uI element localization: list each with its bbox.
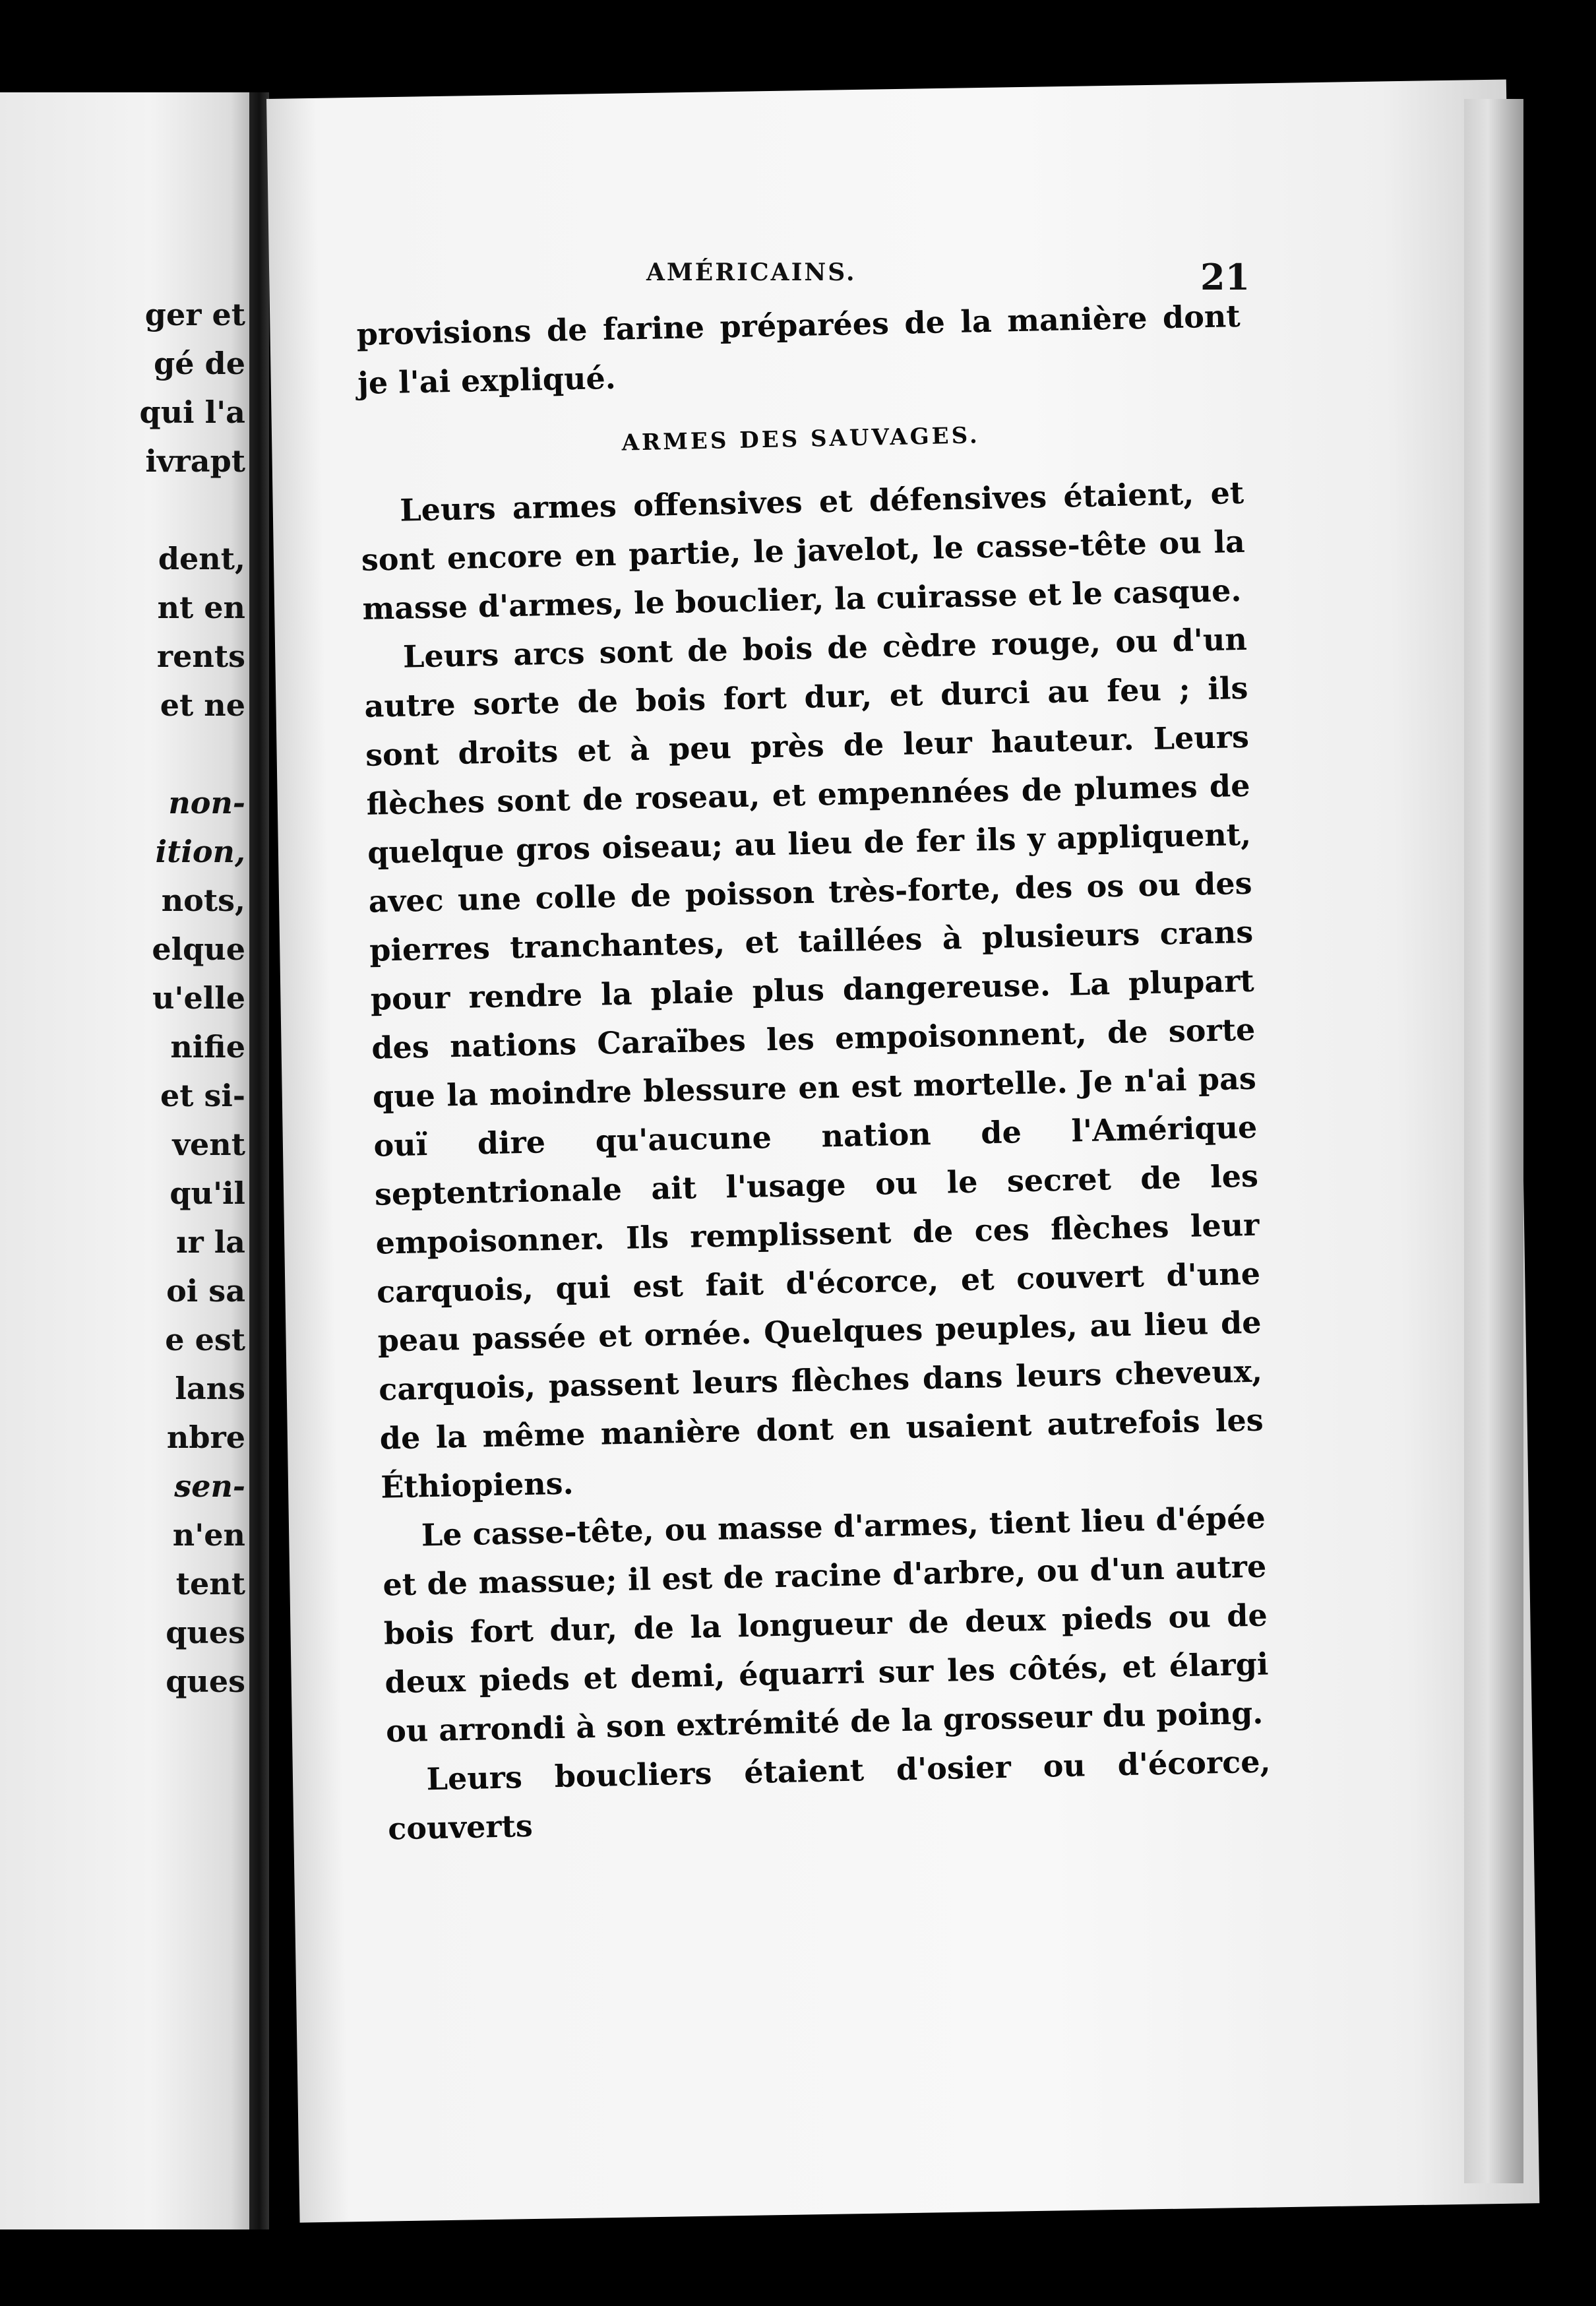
page-number: 21	[1200, 256, 1250, 298]
section-heading: ARMES DES SAUVAGES.	[621, 422, 981, 456]
opening-paragraph: provisions de farine préparées de la manière dont je l'ai expliqué.	[356, 297, 1241, 401]
left-fragment: ivrapt	[145, 443, 245, 479]
left-fragment: ır la	[175, 1224, 245, 1260]
left-fragment: rents	[156, 639, 245, 674]
left-fragment: non-	[168, 785, 245, 821]
left-fragment: u'elle	[152, 980, 245, 1016]
book-gutter	[249, 92, 269, 2229]
body-text	[356, 292, 1272, 1854]
left-fragment-gap	[140, 485, 245, 534]
left-fragment: et ne	[160, 687, 245, 723]
left-fragment: sen-	[174, 1468, 245, 1504]
left-fragment: vent	[172, 1127, 245, 1162]
left-fragment: tent	[175, 1566, 245, 1602]
left-fragment: dent,	[158, 541, 245, 576]
left-fragment-gap	[140, 730, 245, 778]
left-fragment: nt en	[157, 590, 245, 625]
left-fragment: ition,	[155, 834, 245, 869]
left-fragment: oi sa	[166, 1273, 245, 1309]
left-fragment: ques	[166, 1615, 245, 1650]
paragraph: Le casse-tête, ou masse d'armes, tient lieu d'épée et de massue; il est de racine d'arbre, ou d'un autre bois fort dur, de la longueur de deux pieds ou de deux pieds et demi, équarri sur les côtés, et élargi ou arrondi à son extrémité de la grosseur du poing.	[382, 1499, 1269, 1749]
paragraph: Leurs arcs sont de bois de cèdre rouge, ou d'un autre sorte de bois fort dur, et durci au feu ; ils sont droits et à peu près de leur hauteur. Leurs flèches sont de roseau, et empennées de plumes de quelque gros oiseau; au lieu de fer ils y appliquent, avec une colle de poisson très-forte, des os ou des pierres tranchantes, et taillées à plusieurs crans pour rendre la plaie plus dangereuse. La plupart des nations Caraïbes les empoisonnent, de sorte que la moindre blessure en est mortelle. Je n'ai pas ouï dire qu'aucune nation de l'Amérique septentrionale ait l'usage ou le secret de les empoisonner. Ils remplissent de ces flèches leur carquois, qui est fait d'écorce, et couvert d'une peau passée et ornée. Quelques peuples, au lieu de carquois, passent leurs flèches dans leurs cheveux, de la même manière dont en usaient autrefois les Éthiopiens.	[364, 621, 1264, 1505]
left-fragment: elque	[152, 931, 245, 967]
left-fragment: et si-	[160, 1078, 245, 1113]
left-fragment: n'en	[172, 1517, 245, 1553]
left-fragment: lans	[175, 1371, 245, 1406]
left-fragment: e est	[165, 1322, 245, 1357]
left-fragment: ger et	[144, 297, 245, 332]
left-fragment: ques	[166, 1664, 245, 1699]
left-fragment: gé de	[154, 346, 245, 381]
left-fragment: qui l'a	[139, 394, 245, 430]
left-fragment: nifie	[170, 1029, 245, 1065]
left-fragment: nbre	[166, 1419, 245, 1455]
paragraph: Leurs boucliers étaient d'osier ou d'écorce, couverts	[387, 1743, 1271, 1847]
paragraph: Leurs armes offensives et défensives étaient, et sont encore en partie, le javelot, le casse-tête ou la masse d'armes, le bouclier, la cuirasse et le casque.	[361, 474, 1246, 627]
page-edge-shadow	[1464, 99, 1523, 2183]
running-head: AMÉRICAINS.	[646, 259, 857, 286]
left-fragment: nots,	[161, 883, 245, 918]
left-page-text-fragments	[140, 290, 245, 1706]
left-fragment: qu'il	[169, 1175, 245, 1211]
left-page	[0, 92, 251, 2229]
